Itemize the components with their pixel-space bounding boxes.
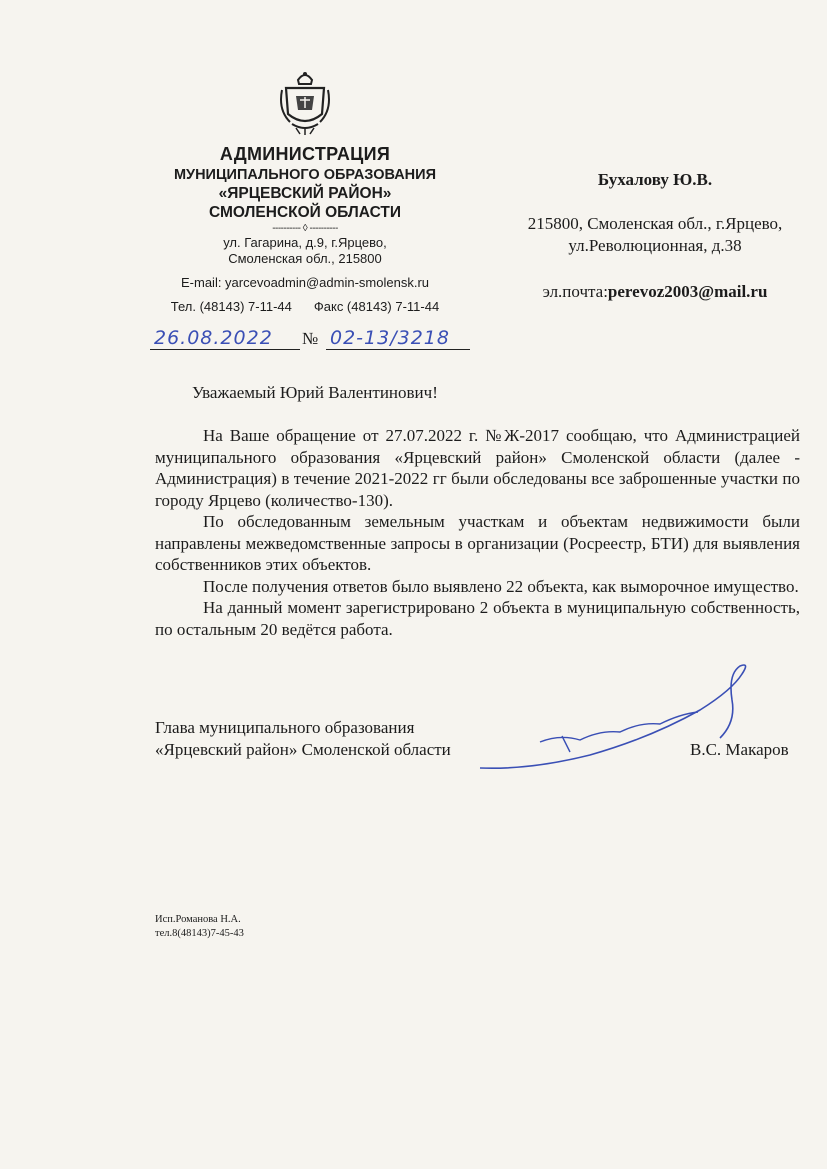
letterhead-separator: ---------- ◊ ---------- <box>272 223 338 234</box>
body-paragraph-4: На данный момент зарегистрировано 2 объекта в муниципальную собственность, по остальным 20 ведётся работа. <box>155 598 800 639</box>
signatory-name: В.С. Макаров <box>690 740 789 759</box>
executor-phone: тел.8(48143)7-45-43 <box>155 928 244 939</box>
letterhead-line2: МУНИЦИПАЛЬНОГО ОБРАЗОВАНИЯ <box>173 167 437 183</box>
letterhead-fax: Факс (48143) 7-11-44 <box>313 299 440 314</box>
number-underline <box>326 349 470 350</box>
letterhead-address-line1: ул. Гагарина, д.9, г.Ярцево, <box>223 235 387 250</box>
letterhead-line4: СМОЛЕНСКОЙ ОБЛАСТИ <box>208 204 402 221</box>
letter-body <box>155 425 800 640</box>
handwritten-signature <box>470 660 760 780</box>
body-paragraph-1: На Ваше обращение от 27.07.2022 г. №Ж-2017 сообщаю, что Администрацией муниципального образования «Ярцевский район» Смоленской области (далее - Администрация) в течение 2021-2022 гг были обследованы все заброшенные участки по городу Ярцево (количество-130). <box>155 426 800 510</box>
letterhead-title: АДМИНИСТРАЦИЯ <box>219 144 391 164</box>
registration-line <box>150 325 470 355</box>
letterhead-phones <box>150 299 460 314</box>
body-paragraph-2: По обследованным земельным участкам и объектам недвижимости были направлены межведомственные запросы в организации (Росреестр, БТИ) для выявления собственников этих объектов. <box>155 512 800 574</box>
executor-name: Исп.Романова Н.А. <box>155 914 241 925</box>
date-underline <box>150 349 300 350</box>
signatory-position-line1: Глава муниципального образования <box>155 718 415 737</box>
recipient-address-line1: 215800, Смоленская обл., г.Ярцево, <box>527 214 783 233</box>
letterhead-phone: Тел. (48143) 7-11-44 <box>170 299 292 314</box>
registration-number: 02-13/3218 <box>330 327 450 349</box>
recipient-email-label: эл.почта: <box>542 282 608 301</box>
recipient-address-line2: ул.Революционная, д.38 <box>568 236 742 255</box>
letterhead-address-line2: Смоленская обл., 215800 <box>228 251 382 266</box>
greeting: Уважаемый Юрий Валентинович! <box>192 383 438 402</box>
registration-date: 26.08.2022 <box>154 327 273 349</box>
letterhead-email: E-mail: yarcevoadmin@admin-smolensk.ru <box>181 275 429 290</box>
number-sign: № <box>302 329 319 348</box>
letterhead-line3: «ЯРЦЕВСКИЙ РАЙОН» <box>218 185 392 202</box>
coat-of-arms-icon <box>278 70 332 136</box>
signatory-position-line2: «Ярцевский район» Смоленской области <box>155 740 451 759</box>
recipient-email-value: perevoz2003@mail.ru <box>607 282 768 301</box>
recipient-name: Бухалову Ю.В. <box>597 170 713 189</box>
recipient-email <box>500 282 810 302</box>
body-paragraph-3: После получения ответов было выявлено 22 объекта, как выморочное имущество. <box>203 576 799 596</box>
